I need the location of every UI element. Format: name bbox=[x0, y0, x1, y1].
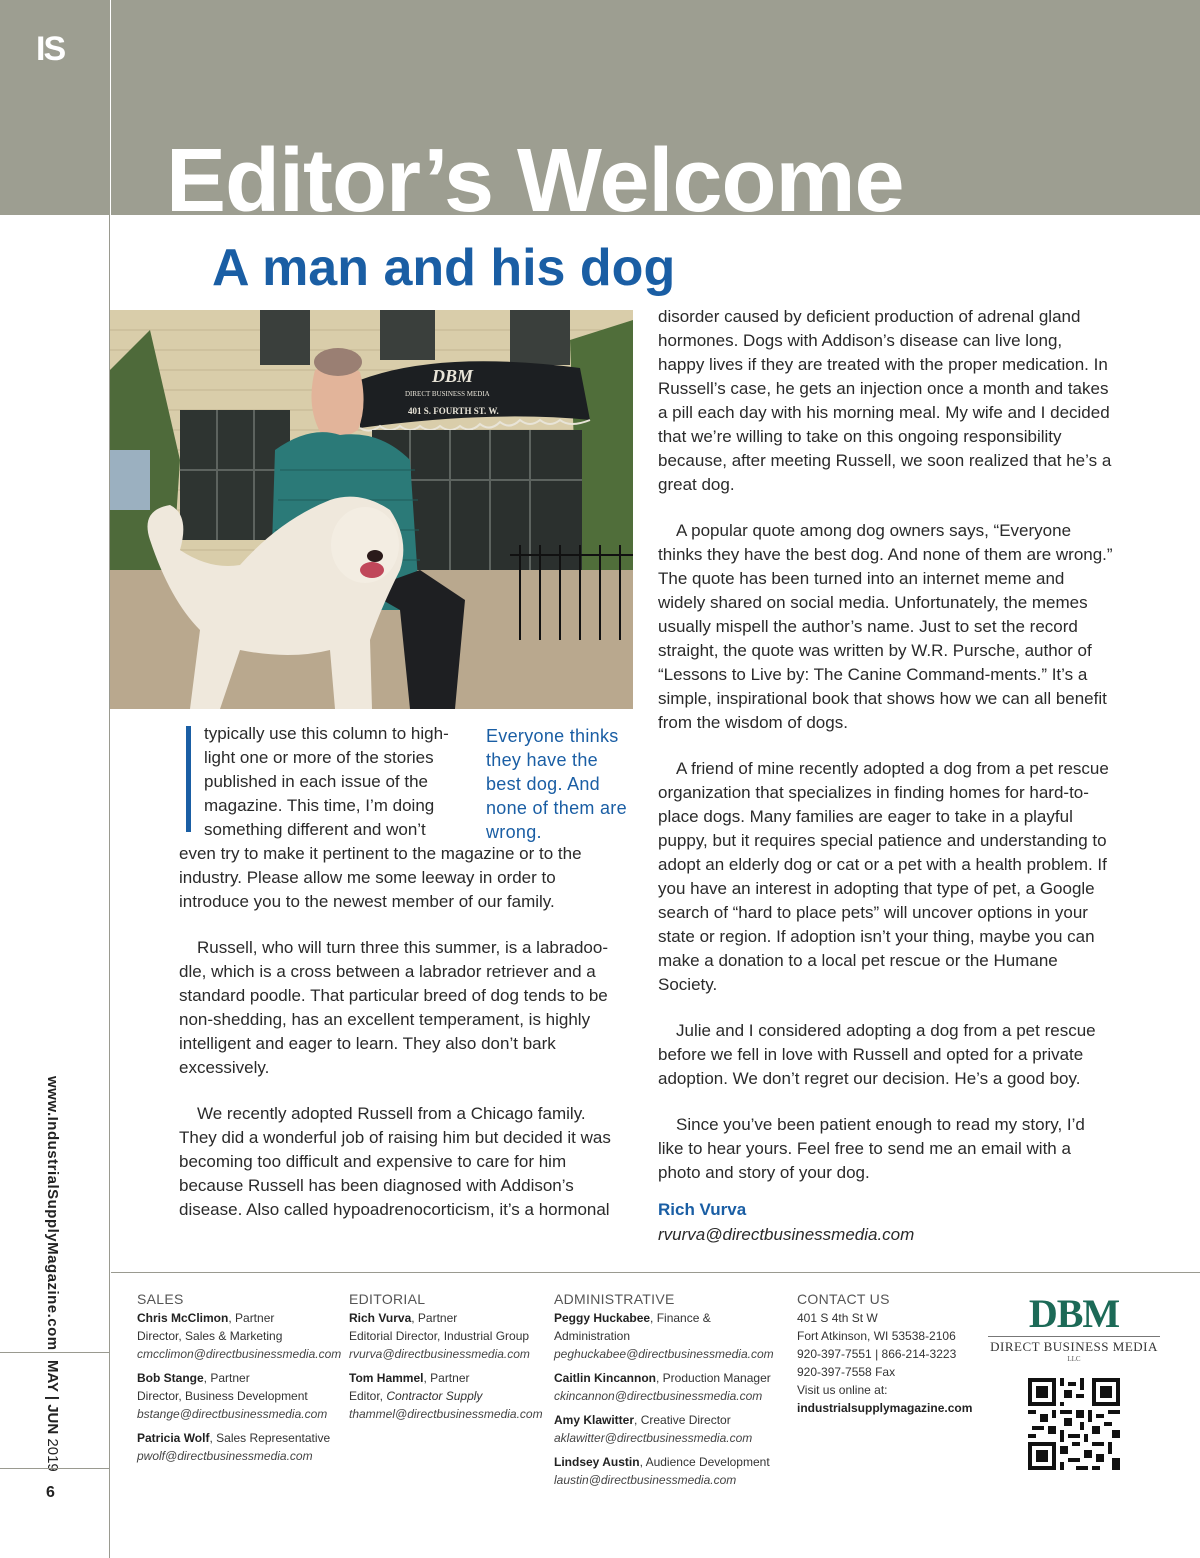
staff-administrative bbox=[554, 1290, 784, 1495]
staff-entry bbox=[554, 1411, 784, 1447]
staff-title: Editor, bbox=[349, 1389, 387, 1403]
qr-code-icon[interactable] bbox=[1028, 1378, 1120, 1470]
paragraph: We recently adopted Russell from a Chicago family. They did a wonderful job of raising him but decided it was becoming too difficult and expensive to care for him because Russell has been diagnosed with Addison’s disease. Also called hypoadrenocorticism, it’s a hormonal bbox=[179, 1104, 611, 1219]
sidebar-divider bbox=[0, 1352, 110, 1353]
footer-divider bbox=[111, 1272, 1200, 1273]
publisher-logo-name: DIRECT BUSINESS MEDIA bbox=[988, 1336, 1160, 1355]
staff-email[interactable]: thammel@directbusinessmedia.com bbox=[349, 1407, 543, 1421]
staff-name: Caitlin Kincannon bbox=[554, 1371, 656, 1385]
intro-line: something different and won’t bbox=[204, 820, 426, 839]
staff-name: Rich Vurva bbox=[349, 1311, 412, 1325]
publication-name: Contractor Supply bbox=[386, 1389, 483, 1403]
sidebar-divider bbox=[0, 1468, 110, 1469]
page-title: Editor’s Welcome bbox=[166, 131, 904, 215]
awning-logo: DBM bbox=[432, 366, 474, 386]
staff-entry bbox=[137, 1309, 342, 1363]
staff-name: Chris McClimon bbox=[137, 1311, 229, 1325]
staff-title: Editorial Director, Industrial Group bbox=[349, 1329, 530, 1343]
website-url-vertical: www.IndustrialSupplyMagazine.com bbox=[44, 1076, 61, 1351]
paragraph: Russell, who will turn three this summer, is a labradoo-dle, which is a cross between a labrador retriever and a standard poodle. That particular breed of dog tends to be non-shedding, has an excellent temperament, is highly intelligent and eager to learn. They also don’t bark excessively. bbox=[179, 938, 608, 1077]
staff-name: Lindsey Austin bbox=[554, 1455, 640, 1469]
issue-month: MAY | JUN bbox=[44, 1360, 61, 1435]
staff-email[interactable]: laustin@directbusinessmedia.com bbox=[554, 1473, 737, 1487]
staff-entry bbox=[137, 1369, 337, 1423]
article-headline: A man and his dog bbox=[212, 239, 676, 297]
staff-name: Tom Hammel bbox=[349, 1371, 424, 1385]
issue-date-vertical bbox=[44, 1360, 61, 1472]
publisher-logo-suffix: LLC bbox=[1067, 1355, 1081, 1363]
pull-quote: Everyone thinks they have the best dog. And none of them are wrong. bbox=[486, 726, 627, 842]
staff-title: Director, Sales & Marketing bbox=[137, 1329, 283, 1343]
staff-email[interactable]: pwolf@directbusinessmedia.com bbox=[137, 1449, 313, 1463]
staff-heading: EDITORIAL bbox=[349, 1291, 426, 1307]
contact-line: 401 S 4th St W bbox=[797, 1311, 878, 1325]
intro-line: light one or more of the stories bbox=[204, 748, 434, 767]
staff-title: Director, Business Development bbox=[137, 1389, 308, 1403]
paragraph: even try to make it pertinent to the magazine or to the industry. Please allow me some leeway in order to introduce you to the newest member of our family. bbox=[179, 844, 582, 911]
awning-text: DIRECT BUSINESS MEDIA bbox=[405, 390, 490, 398]
left-column-text bbox=[179, 842, 624, 1222]
staff-heading: SALES bbox=[137, 1291, 184, 1307]
contact-line: 920-397-7558 Fax bbox=[797, 1365, 896, 1379]
intro-line: typically use this column to high- bbox=[204, 724, 449, 743]
publisher-logo bbox=[988, 1291, 1160, 1363]
staff-entry bbox=[554, 1369, 784, 1405]
staff-name: Amy Klawitter bbox=[554, 1413, 635, 1427]
contact-line: Fort Atkinson, WI 53538-2106 bbox=[797, 1329, 956, 1343]
staff-role: , Partner bbox=[228, 1311, 275, 1325]
intro-line: published in each issue of the bbox=[204, 772, 428, 791]
page-number: 6 bbox=[46, 1484, 55, 1501]
article-photo bbox=[110, 310, 633, 709]
staff-entry bbox=[554, 1453, 784, 1489]
staff-role: , Partner bbox=[411, 1311, 458, 1325]
staff-role: , Audience Development bbox=[639, 1455, 770, 1469]
contact-heading: CONTACT US bbox=[797, 1291, 890, 1307]
staff-role: , Sales Representative bbox=[209, 1431, 331, 1445]
staff-email[interactable]: ckincannon@directbusinessmedia.com bbox=[554, 1389, 763, 1403]
staff-email[interactable]: aklawitter@directbusinessmedia.com bbox=[554, 1431, 753, 1445]
staff-entry bbox=[137, 1429, 337, 1465]
staff-email[interactable]: peghuckabee@directbusinessmedia.com bbox=[554, 1347, 774, 1361]
staff-name: Peggy Huckabee bbox=[554, 1311, 651, 1325]
paragraph: A popular quote among dog owners says, “Everyone thinks they have the best dog. And none of them are wrong.” The quote has been turned into an internet meme and widely shared on social media. Unfortunately, the memes usually mispell the author’s name. Just to set the record straight, the quote was written by W.R. Pursche, author of “Lessons to Live by: The Canine Command-ments.” It’s a simple, inspirational book that shows how we can all benefit from the wisdom of dogs. bbox=[658, 521, 1113, 732]
sidebar-strip bbox=[0, 0, 110, 1558]
header-band bbox=[111, 0, 1200, 215]
staff-role: , Production Manager bbox=[656, 1371, 771, 1385]
paragraph: Since you’ve been patient enough to read my story, I’d like to hear yours. Feel free to send me an email with a photo and story of your dog. bbox=[658, 1115, 1085, 1182]
awning-address: 401 S. FOURTH ST. W. bbox=[408, 406, 499, 416]
staff-heading: ADMINISTRATIVE bbox=[554, 1291, 675, 1307]
publisher-logo-mark: DBM bbox=[1028, 1291, 1120, 1336]
staff-sales bbox=[137, 1290, 342, 1471]
author-name: Rich Vurva bbox=[658, 1200, 747, 1219]
staff-role: , Partner bbox=[203, 1371, 250, 1385]
intro-lines bbox=[204, 722, 469, 842]
intro-line: magazine. This time, I’m doing bbox=[204, 796, 435, 815]
staff-role: , Finance & Administration bbox=[554, 1311, 711, 1343]
staff-name: Patricia Wolf bbox=[137, 1431, 210, 1445]
paragraph: Julie and I considered adopting a dog from a pet rescue before we fell in love with Russell and opted for a private adoption. We don’t regret our decision. He’s a good boy. bbox=[658, 1021, 1096, 1088]
contact-line: 920-397-7551 | 866-214-3223 bbox=[797, 1347, 957, 1361]
photo-illustration bbox=[110, 310, 633, 709]
right-column-text bbox=[658, 305, 1113, 1185]
staff-role: , Partner bbox=[423, 1371, 470, 1385]
staff-role: , Creative Director bbox=[634, 1413, 731, 1427]
staff-entry bbox=[554, 1309, 784, 1363]
staff-entry bbox=[349, 1309, 544, 1363]
staff-entry bbox=[349, 1369, 544, 1423]
contact-line: Visit us online at: bbox=[797, 1383, 888, 1397]
contact-block bbox=[797, 1290, 982, 1417]
staff-email[interactable]: rvurva@directbusinessmedia.com bbox=[349, 1347, 530, 1361]
paragraph: disorder caused by deficient production of adrenal gland hormones. Dogs with Addison’s disease can live long, happy lives if they are treated with the proper medication. In Russell’s case, he gets an injection once a month and takes a pill each day with his morning meal. My wife and I decided that we’re willing to take on this ongoing responsibility because, after meeting Russell, we soon realized that he’s a great dog. bbox=[658, 307, 1112, 494]
drop-cap-bar bbox=[186, 726, 191, 832]
magazine-logo: IS bbox=[36, 30, 65, 68]
staff-email[interactable]: cmcclimon@directbusinessmedia.com bbox=[137, 1347, 342, 1361]
website-link[interactable]: industrialsupplymagazine.com bbox=[797, 1401, 973, 1415]
issue-year: 2019 bbox=[44, 1438, 61, 1472]
staff-email[interactable]: bstange@directbusinessmedia.com bbox=[137, 1407, 328, 1421]
staff-editorial bbox=[349, 1290, 544, 1429]
paragraph: A friend of mine recently adopted a dog from a pet rescue organization that specializes in finding homes for hard-to-place dogs. Many families are eager to take in a playful puppy, but it requires special patience and understanding to adopt an elderly dog or cat or a pet with a health problem. If you have an interest in adopting that type of pet, a Google search of “hard to place pets” will uncover options in your state or region. If adoption isn’t your thing, maybe you can make a donation to a local pet rescue or the Humane Society. bbox=[658, 759, 1109, 994]
staff-name: Bob Stange bbox=[137, 1371, 204, 1385]
author-email-link[interactable]: rvurva@directbusinessmedia.com bbox=[658, 1225, 915, 1244]
